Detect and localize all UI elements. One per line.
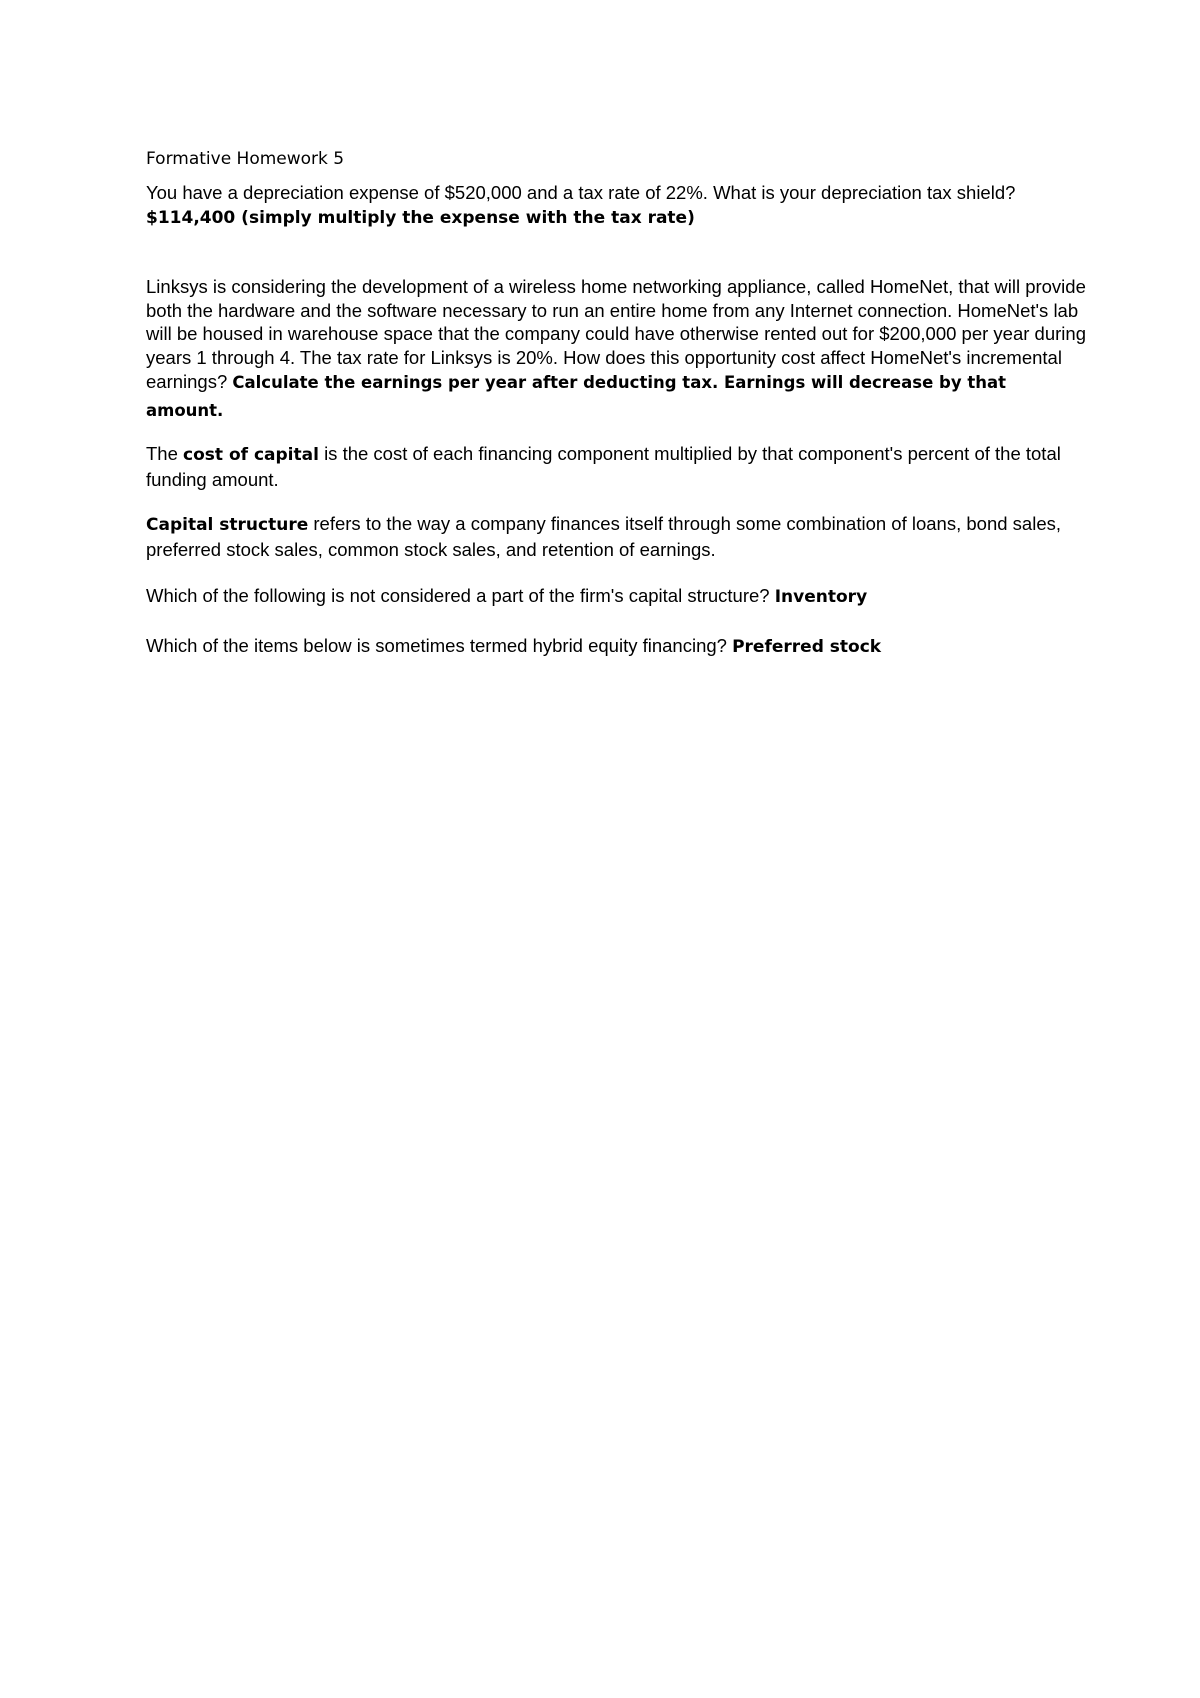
question-capital-structure [146, 584, 1086, 610]
document-body [146, 147, 1086, 659]
definition-cost-of-capital [146, 442, 1086, 491]
definition-text: is the cost of each financing component multiplied by that component's percent of the total funding amount. [146, 443, 1061, 490]
answer-text: Inventory [774, 587, 868, 607]
defined-term: Capital structure [146, 515, 309, 535]
question-hybrid-equity [146, 634, 1086, 660]
question-text: Which of the items below is sometimes termed hybrid equity financing? [146, 634, 727, 656]
answer-text: $114,400 (simply multiply the expense with the tax rate) [146, 207, 695, 228]
document-title: Formative Homework 5 [146, 149, 345, 169]
question-text: Linksys is considering the development of a wireless home networking appliance, called HomeNet, that will provide both the hardware and the software necessary to run an entire home from any Internet connection. HomeNet's lab will be housed in warehouse space that the company could have otherwise rented out for $200,000 per year during years 1 through 4. The tax rate for Linksys is 20%. How does this opportunity cost affect HomeNet's incremental earnings? [146, 276, 1086, 392]
question-text: Which of the following is not considered a part of the firm's capital structure? [146, 585, 770, 606]
question-depreciation-tax-shield [146, 181, 1086, 230]
definition-lead: The [146, 443, 178, 464]
answer-text: Preferred stock [732, 636, 882, 657]
definition-text: refers to the way a company finances itself through some combination of loans, bond sales, preferred stock sales, common stock sales, and retention of earnings. [146, 513, 1061, 560]
definition-capital-structure [146, 512, 1086, 561]
defined-term: cost of capital [183, 445, 319, 465]
question-text: You have a depreciation expense of $520,000 and a tax rate of 22%. What is your depreciation tax shield? [146, 182, 1016, 203]
answer-text: Calculate the earnings per year after deducting tax. Earnings will decrease by that amount. [146, 373, 1006, 420]
question-opportunity-cost [146, 275, 1086, 425]
